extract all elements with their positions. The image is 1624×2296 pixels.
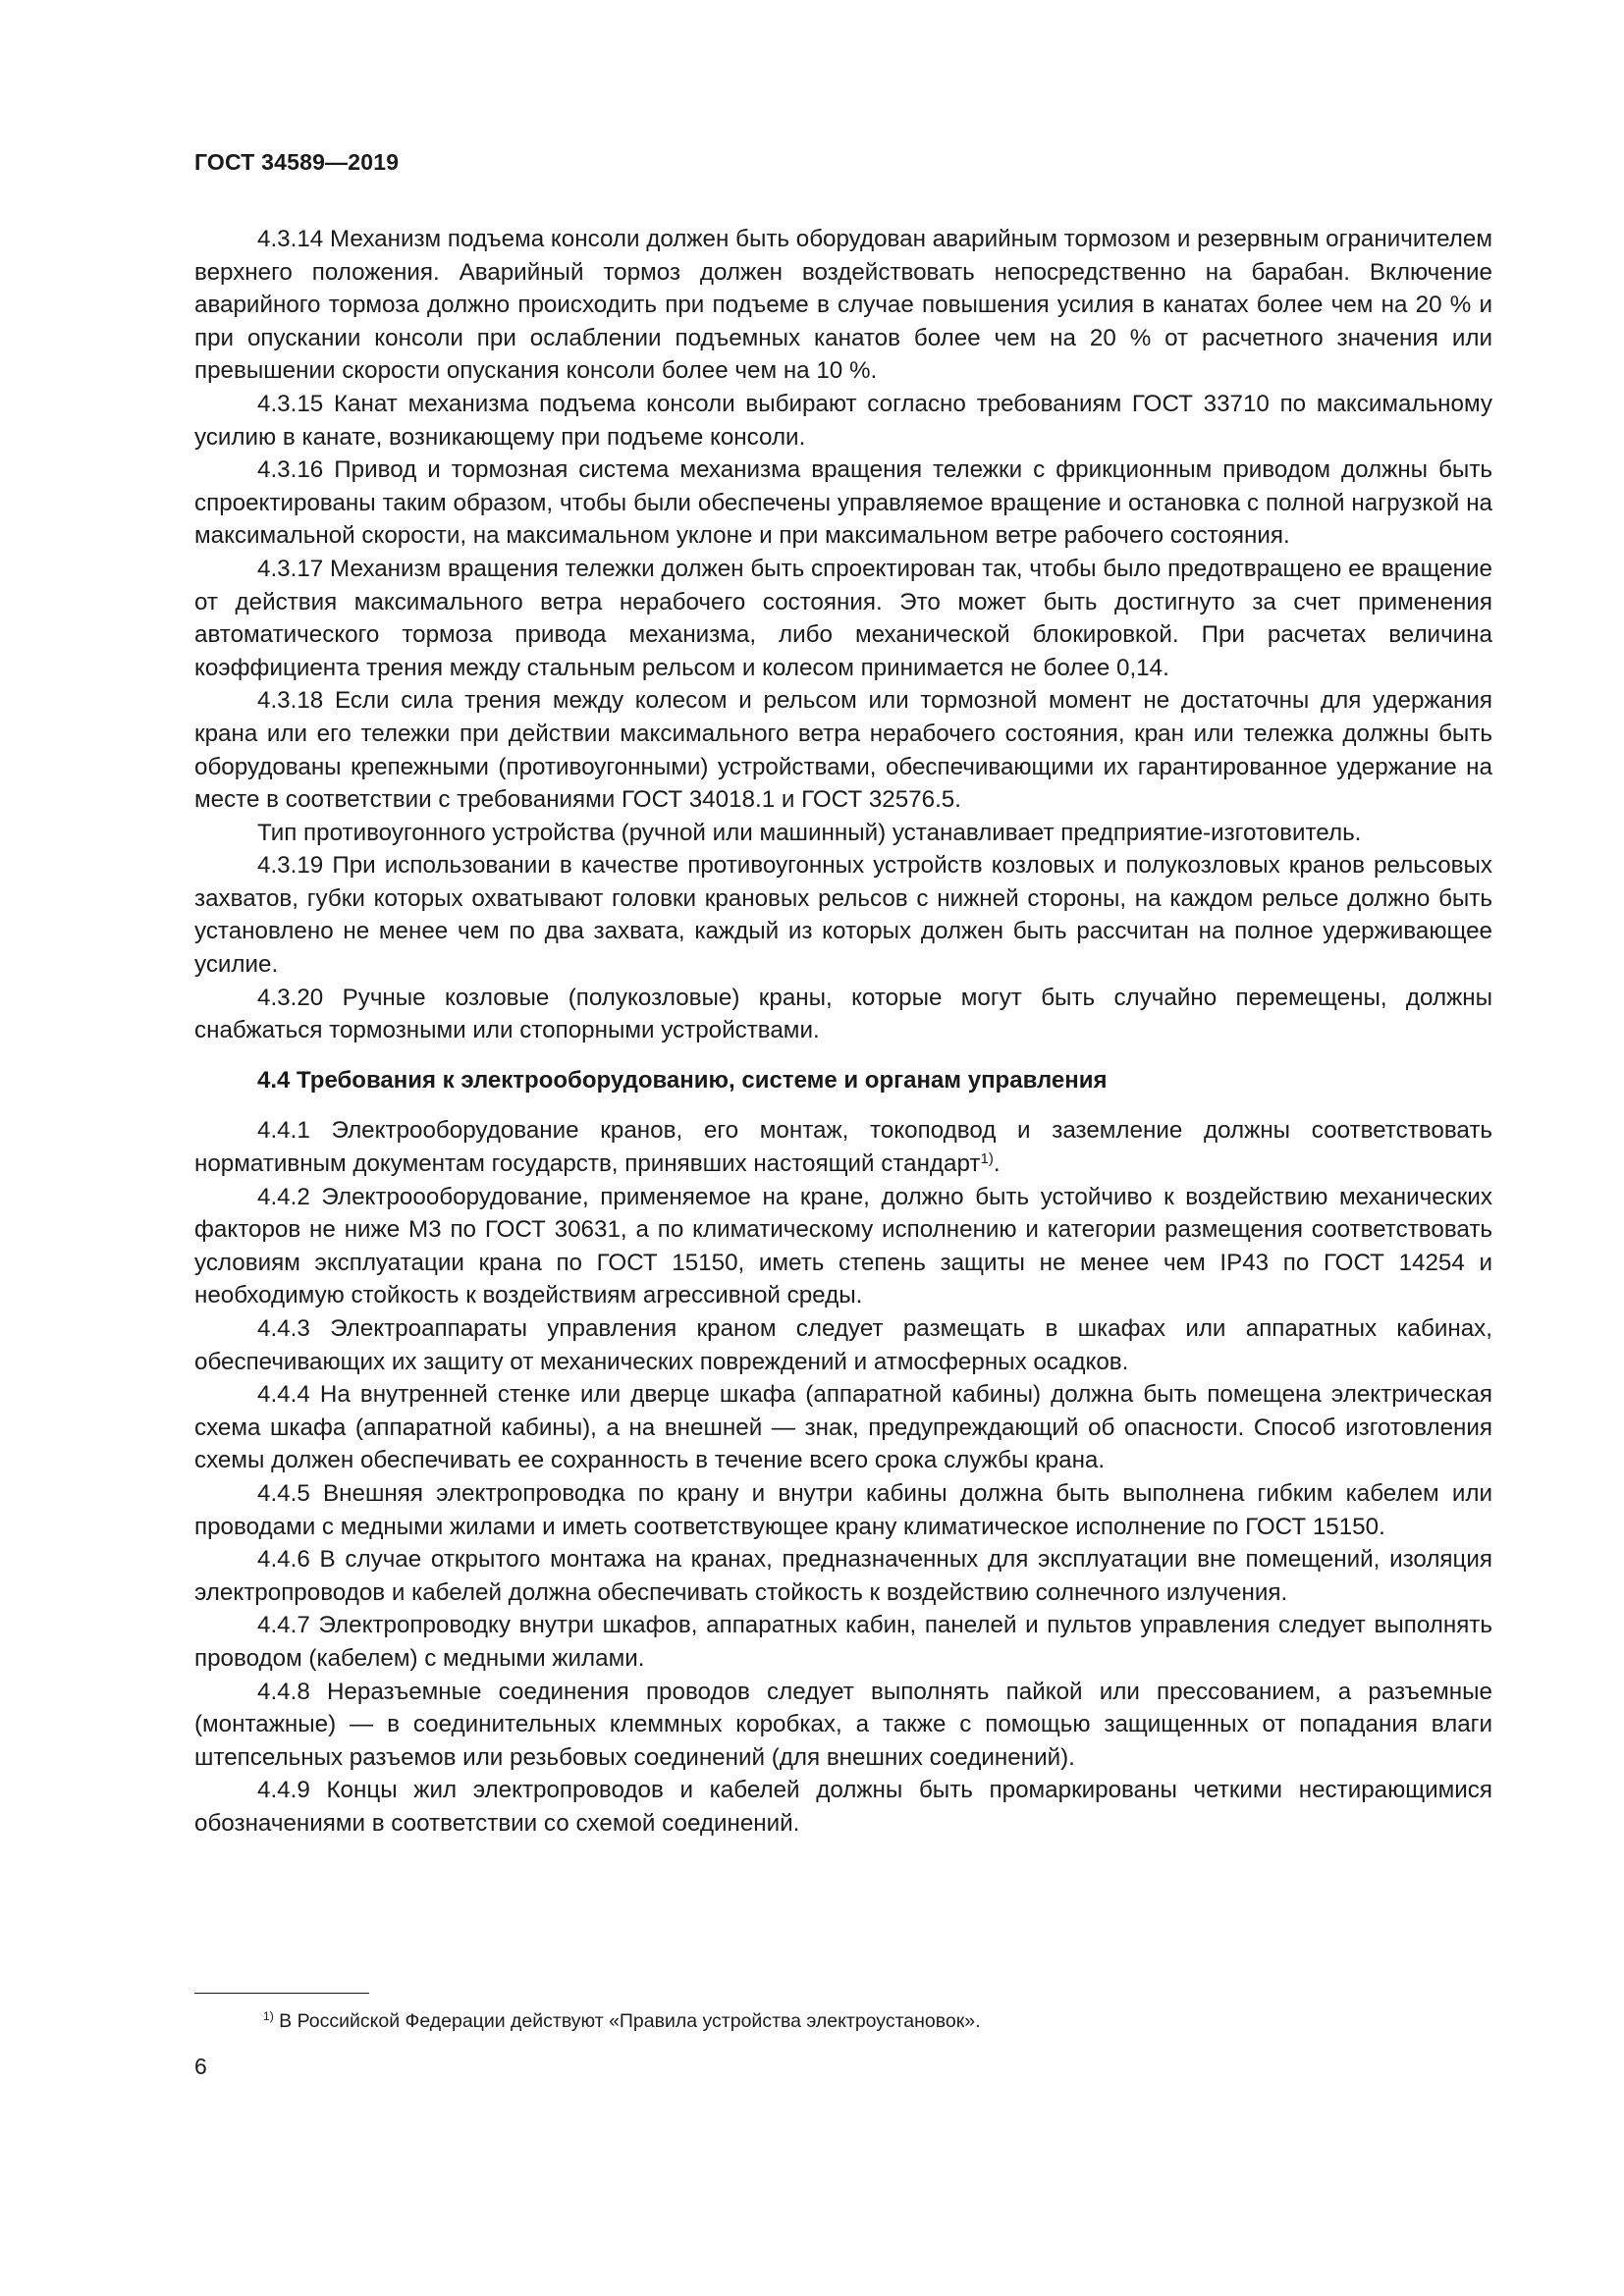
footnote-text: В Российской Федерации действуют «Правила устройства электроустановок». (273, 2010, 981, 2032)
footnote-divider (194, 1993, 369, 1994)
paragraph-4-4-3: 4.4.3 Электроаппараты управления краном следует размещать в шкафах или аппаратных кабинах, обеспечивающих их защиту от механических повреждений и атмосферных осадков. (194, 1315, 1492, 1375)
page-number: 6 (194, 2054, 207, 2079)
paragraph-4-4-1-tail: . (993, 1150, 1001, 1178)
paragraph-4-4-7: 4.4.7 Электропроводку внутри шкафов, аппаратных кабин, панелей и пультов управления следует выполнять проводом (кабелем) с медными жилами. (194, 1612, 1492, 1672)
footnote-marker: 1) (263, 2009, 274, 2024)
document-body (194, 223, 1492, 1841)
paragraph-4-4-6: 4.4.6 В случае открытого монтажа на кранах, предназначенных для эксплуатации вне помещений, изоляция электропроводов и кабелей должна обеспечивать стойкость к воздействию солнечного излучения. (194, 1546, 1492, 1606)
paragraph-anti-theft-type: Тип противоугонного устройства (ручной или машинный) устанавливает предприятие-изготовитель. (257, 819, 1362, 846)
section-title-4-4: 4.4 Требования к электрооборудованию, системе и органам управления (257, 1066, 1108, 1094)
paragraph-4-4-9: 4.4.9 Концы жил электропроводов и кабелей должны быть промаркированы четкими нестирающимися обозначениями в соответствии со схемой соединений. (194, 1777, 1492, 1837)
paragraph-4-4-4: 4.4.4 На внутренней стенке или дверце шкафа (аппаратной кабины) должна быть помещена электрическая схема шкафа (аппаратной кабины), а на внешней — знак, предупреждающий об опасности. Способ изготовления схемы должен обеспечивать ее сохранность в течение всего срока службы крана. (194, 1381, 1492, 1474)
paragraph-4-3-20: 4.3.20 Ручные козловые (полукозловые) краны, которые могут быть случайно перемещены, должны снабжаться тормозными или стопорными устройствами. (194, 984, 1492, 1044)
paragraph-4-4-1-text: 4.4.1 Электрооборудование кранов, его монтаж, токоподвод и заземление должны соответствовать нормативным документам государств, принявших настоящий стандарт (194, 1117, 1492, 1178)
paragraph-4-3-18: 4.3.18 Если сила трения между колесом и рельсом или тормозной момент не достаточны для удержания крана или его тележки при действии максимального ветра нерабочего состояния, кран или тележка должны быть оборудованы крепежными (противоугонными) устройствами, обеспечивающими их гарантированное удержание на месте в соответствии с требованиями ГОСТ 34018.1 и ГОСТ 32576.5. (194, 687, 1492, 814)
paragraph-4-4-8: 4.4.8 Неразъемные соединения проводов следует выполнять пайкой или прессованием, а разъемные (монтажные) — в соединительных клеммных коробках, а также с помощью защищенных от попадания влаги штепсельных разъемов или резьбовых соединений (для внешних соединений). (194, 1678, 1492, 1771)
paragraph-4-4-2: 4.4.2 Электроооборудование, применяемое на кране, должно быть устойчиво к воздействию механических факторов не ниже М3 по ГОСТ 30631, а по климатическому исполнению и категории размещения соответствовать условиям эксплуатации крана по ГОСТ 15150, иметь степень защиты не менее чем IP43 по ГОСТ 14254 и необходимую стойкость к воздействиям агрессивной среды. (194, 1183, 1492, 1309)
footnote-ref: 1) (980, 1149, 994, 1167)
paragraph-4-3-19: 4.3.19 При использовании в качестве противоугонных устройств козловых и полукозловых кранов рельсовых захватов, губки которых охватывают головки крановых рельсов с нижней стороны, на каждом рельсе должно быть установлено не менее чем по два захвата, каждый из которых должен быть рассчитан на полное удерживающее усилие. (194, 852, 1492, 979)
paragraph-4-3-16: 4.3.16 Привод и тормозная система механизма вращения тележки с фрикционным приводом должны быть спроектированы таким образом, чтобы были обеспечены управляемое вращение и остановка с полной нагрузкой на максимальной скорости, на максимальном уклоне и при максимальном ветре рабочего состояния. (194, 456, 1492, 550)
paragraph-4-3-17: 4.3.17 Механизм вращения тележки должен быть спроектирован так, чтобы было предотвращено ее вращение от действия максимального ветра нерабочего состояния. Это может быть достигнуто за счет применения автоматического тормоза привода механизма, либо механической блокировкой. При расчетах величина коэффициента трения между стальным рельсом и колесом принимается не более 0,14. (194, 555, 1492, 681)
paragraph-4-4-1 (194, 1114, 1492, 1180)
paragraph-4-3-15: 4.3.15 Канат механизма подъема консоли выбирают согласно требованиям ГОСТ 33710 по максимальному усилию в канате, возникающему при подъеме консоли. (194, 390, 1492, 451)
paragraph-4-4-5: 4.4.5 Внешняя электропроводка по крану и внутри кабины должна быть выполнена гибким кабелем или проводами с медными жилами и иметь соответствующее крану климатическое исполнение по ГОСТ 15150. (194, 1479, 1492, 1540)
paragraph-4-3-14: 4.3.14 Механизм подъема консоли должен быть оборудован аварийным тормозом и резервным ограничителем верхнего положения. Аварийный тормоз должен воздействовать непосредственно на барабан. Включение аварийного тормоза должно происходить при подъеме в случае повышения усилия в канатах более чем на 20 % и при опускании консоли при ослаблении подъемных канатов более чем на 20 % от расчетного значения или превышении скорости опускания консоли более чем на 10 %. (194, 226, 1492, 385)
document-header: ГОСТ 34589—2019 (194, 149, 400, 175)
footnote (263, 2010, 981, 2033)
